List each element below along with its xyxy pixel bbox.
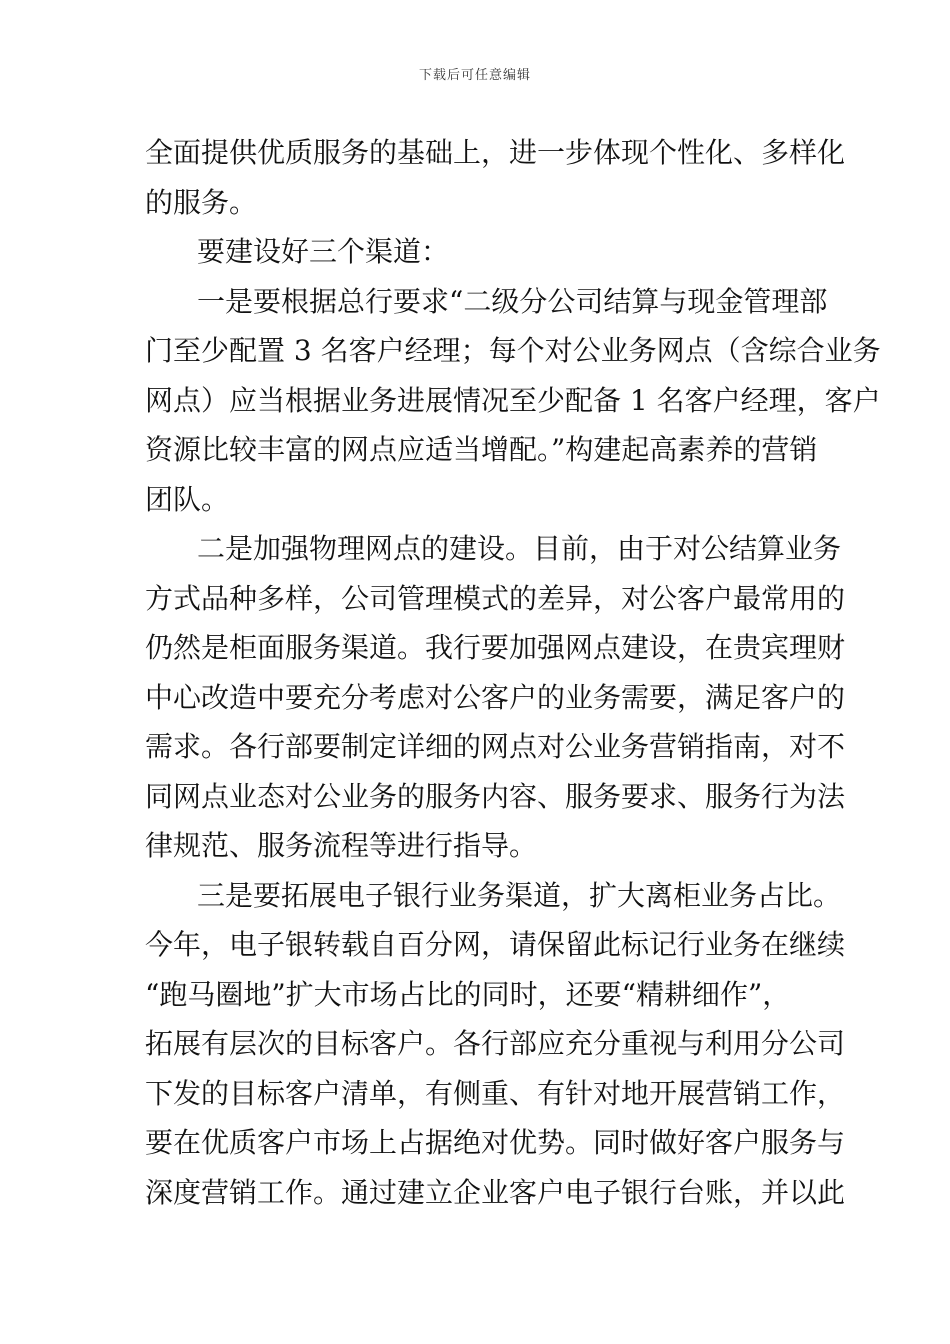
text-line: 仍然是柜面服务渠道。我行要加强网点建设，在贵宾理财 [145, 631, 846, 664]
text-line: 今年，电子银转载自百分网，请保留此标记行业务在继续 [145, 928, 846, 961]
document-body [145, 128, 881, 1217]
text-line: 资源比较丰富的网点应适当增配。”构建起高素养的营销 [145, 433, 818, 466]
text-line: 三是要拓展电子银行业务渠道，扩大离柜业务占比。 [197, 878, 842, 912]
text-line: 网点）应当根据业务进展情况至少配备 1 名客户经理，客户 [145, 383, 881, 417]
text-line: 拓展有层次的目标客户。各行部应充分重视与利用分公司 [145, 1027, 846, 1060]
text-line: 门至少配置 3 名客户经理；每个对公业务网点（含综合业务 [145, 334, 881, 367]
text-line: 要建设好三个渠道： [197, 235, 450, 268]
text-line: 中心改造中要充分考虑对公客户的业务需要，满足客户的 [145, 680, 846, 714]
text-line: 团队。 [145, 482, 230, 516]
text-line: 同网点业态对公业务的服务内容、服务要求、服务行为法 [145, 779, 846, 813]
text-line: 方式品种多样，公司管理模式的差异，对公客户最常用的 [145, 581, 846, 615]
page-header: 下载后可任意编辑 [418, 68, 531, 83]
text-line: 深度营销工作。通过建立企业客户电子银行台账，并以此 [145, 1175, 846, 1209]
text-line: 一是要根据总行要求“二级分公司结算与现金管理部 [197, 284, 828, 318]
text-line: “跑马圈地”扩大市场占比的同时，还要“精耕细作”， [145, 977, 791, 1011]
text-line: 下发的目标客户清单，有侧重、有针对地开展营销工作， [145, 1076, 846, 1110]
text-line: 律规范、服务流程等进行指导。 [145, 829, 538, 862]
text-line: 全面提供优质服务的基础上，进一步体现个性化、多样化 [145, 136, 846, 169]
text-line: 二是加强物理网点的建设。目前，由于对公结算业务 [197, 532, 842, 565]
text-line: 的服务。 [145, 185, 258, 219]
text-line: 需求。各行部要制定详细的网点对公业务营销指南，对不 [145, 730, 846, 763]
text-line: 要在优质客户市场上占据绝对优势。同时做好客户服务与 [145, 1126, 846, 1159]
